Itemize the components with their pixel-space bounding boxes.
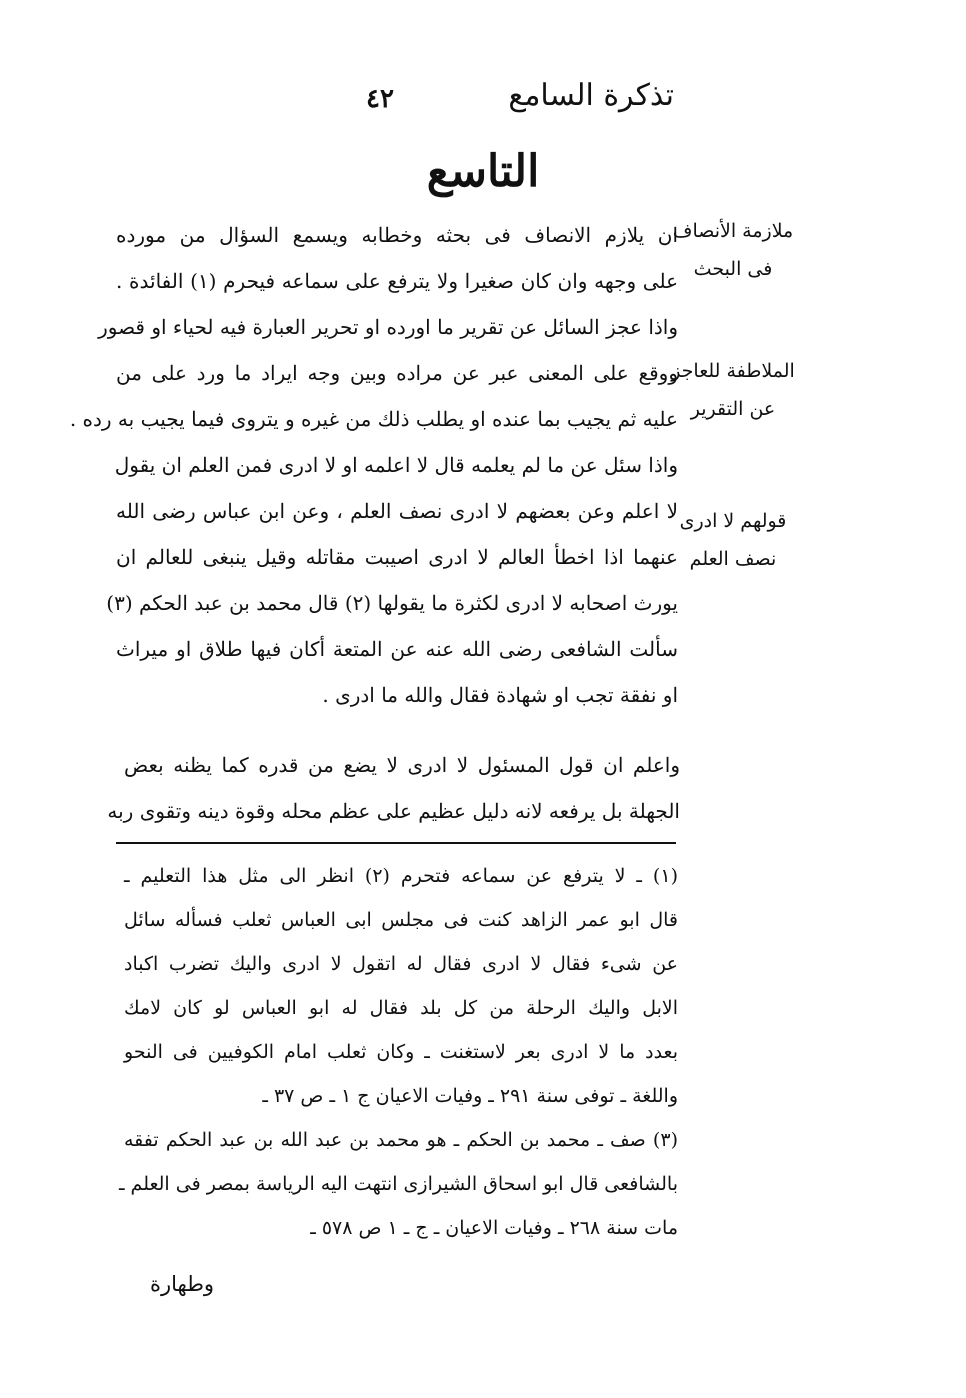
running-title: تذكرة السامع	[508, 78, 674, 113]
body-line: يورث اصحابه لا ادرى لكثرة ما يقولها (٢) قال محمد بن عبد الحكم (٣)	[106, 591, 678, 615]
body-line: عليه ثم يجيب بما عنده او يطلب ذلك من غيره و يتروى فيما يجيب به رده .	[69, 407, 678, 431]
body-line: على وجهه وان كان صغيرا ولا يترفع على سماعه فيحرم (١) الفائدة .	[116, 269, 679, 293]
body-line: عنهما اذا اخطأ العالم لا ادرى اصيبت مقاتله وقيل ينبغى للعالم ان	[116, 545, 678, 569]
margin-note-line: قولهم لا ادرى	[679, 510, 787, 532]
margin-note-line: ملازمة الأنصاف	[672, 220, 794, 242]
body-line: لا اعلم وعن بعضهم لا ادرى نصف العلم ، وعن ابن عباس رضى الله	[116, 499, 678, 523]
margin-note-kindness	[658, 352, 808, 428]
chapter-title: التاسع	[426, 146, 540, 197]
body-line: الجهلة بل يرفعه لانه دليل عظيم على عظم محله وقوة دينه وتقوى ربه	[107, 799, 680, 823]
margin-note-line: نصف العلم	[689, 548, 777, 570]
footnote-line: بعدد ما لا ادرى بعر لاستغنت ـ وكان ثعلب امام الكوفيين فى النحو	[124, 1041, 678, 1063]
margin-note-fairness	[658, 212, 808, 288]
body-paragraph	[107, 742, 680, 834]
body-line: واعلم ان قول المسئول لا ادرى لا يضع من قدره كما يظنه بعض	[124, 753, 680, 777]
page-number: ٤٢	[366, 84, 394, 114]
footnote-line: (٣) صف ـ محمد بن الحكم ـ هو محمد بن عبد الله بن عبد الحكم تفقه	[124, 1129, 678, 1151]
margin-note-i-dont-know	[658, 502, 808, 578]
footnote-line: مات سنة ٢٦٨ ـ وفيات الاعيان ـ ج ـ ١ ص ٥٧٨ ـ	[310, 1217, 678, 1239]
margin-note-line: عن التقرير	[690, 398, 776, 420]
margin-note-line: فى البحث	[693, 258, 773, 280]
footnote-line: الابل واليك الرحلة من كل بلد فقال له ابو العباس لو كان لامك	[124, 997, 678, 1019]
body-line: واذا عجز السائل عن تقرير ما اورده او تحرير العبارة فيه لحياء او قصور	[98, 315, 678, 339]
footnote-line: بالشافعى قال ابو اسحاق الشيرازى انتهت اليه الرياسة بمصر فى العلم ـ	[118, 1173, 678, 1195]
body-line: واذا سئل عن ما لم يعلمه قال لا اعلمه او لا ادرى فمن العلم ان يقول	[114, 453, 678, 477]
footnote-line: (١) ـ لا يترفع عن سماعه فتحرم (٢) انظر الى مثل هذا التعليم ـ	[124, 865, 678, 887]
body-line: او نفقة تجب او شهادة فقال والله ما ادرى .	[322, 683, 678, 707]
margin-note-line: الملاطفة للعاجز	[671, 360, 795, 382]
footnotes	[118, 854, 678, 1250]
footnote-line: قال ابو عمر الزاهد كنت فى مجلس ابى العباس ثعلب فسأله سائل	[124, 909, 678, 931]
footnote-line: عن شىء فقال لا ادرى فقال له اتقول لا ادرى واليك تضرب اكباد	[124, 953, 678, 975]
body-line: سألت الشافعى رضى الله عنه عن المتعة أكان فيها طلاق او ميراث	[116, 637, 678, 661]
body-line: ان يلازم الانصاف فى بحثه وخطابه ويسمع السؤال من مورده	[116, 223, 678, 247]
page-header	[0, 78, 966, 122]
footnote-line: واللغة ـ توفى سنة ٢٩١ ـ وفيات الاعيان ج ١ ـ ص ٣٧ ـ	[262, 1085, 678, 1107]
body-line: ووقع على المعنى عبر عن مراده وبين وجه ايراد ما ورد على من	[116, 361, 678, 385]
footnote-divider	[116, 842, 676, 844]
catchword: وطهارة	[150, 1272, 215, 1296]
body-text	[69, 212, 679, 718]
